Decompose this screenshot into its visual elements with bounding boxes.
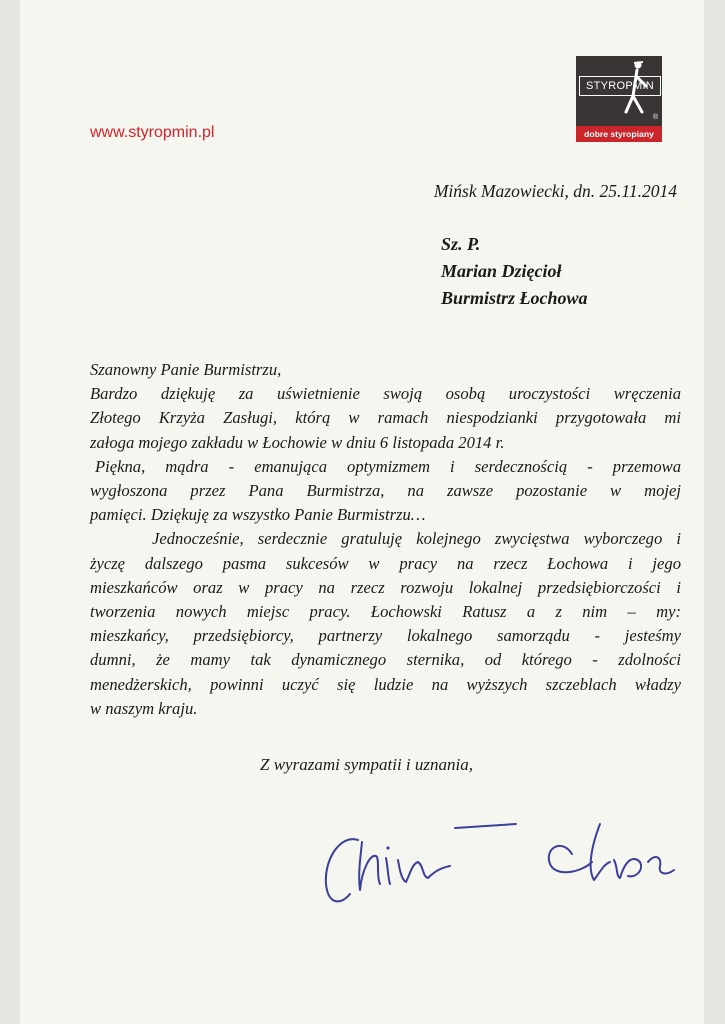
recipient-salutation: Sz. P. (441, 234, 481, 254)
body-line: mieszkańcy, przedsiębiorcy, partnerzy lokalnego samorządu - jesteśmy (90, 626, 681, 646)
body-line: tworzenia nowych miejsc pracy. Łochowski Ratusz a z nim – my: (90, 602, 681, 622)
company-logo (576, 56, 662, 142)
body-line: Piękna, mądra - emanująca optymizmem i serdecznością - przemowa (95, 456, 681, 476)
recipient-name: Marian Dzięcioł (441, 261, 562, 281)
recipient-title: Burmistrz Łochowa (441, 288, 588, 308)
website-url: www.styropmin.pl (90, 124, 215, 141)
registered-mark: ® (652, 114, 658, 121)
body-line: w naszym kraju. (90, 698, 198, 718)
letter-page (20, 0, 704, 1024)
body-line: Bardzo dziękuję za uświetnienie swoją osobą uroczystości wręczenia (90, 384, 681, 404)
body-line: dumni, że mamy tak dynamicznego sternika, od którego - zdolności (90, 650, 681, 670)
logo-brand: STYROPMIN (579, 76, 661, 96)
logo-tagline: dobre styropiany (576, 126, 662, 142)
letter-body (90, 358, 681, 721)
body-line: Złotego Krzyża Zasługi, którą w ramach niespodzianki przygotowała mi (90, 408, 681, 428)
date-line: Mińsk Mazowiecki, dn. 25.11.2014 (433, 181, 677, 201)
body-line: życzę dalszego pasma sukcesów w pracy na rzecz Łochowa i jego (90, 553, 681, 573)
body-line: menedżerskich, powinni uczyć się ludzie na wyższych szczeblach władzy (90, 674, 681, 694)
body-line: mieszkańców oraz w pracy na rzecz rozwoju lokalnej przedsiębiorczości i (90, 577, 681, 597)
body-line: wygłoszona przez Pana Burmistrza, na zawsze pozostanie w mojej (90, 481, 681, 501)
recipient-block (441, 231, 588, 312)
body-line: Jednocześnie, serdecznie gratuluję kolejnego zwycięstwa wyborczego i (152, 529, 681, 549)
handwritten-signature (310, 810, 680, 920)
body-line: pamięci. Dziękuję za wszystko Panie Burmistrzu… (90, 505, 426, 525)
greeting-line: Szanowny Panie Burmistrzu, (90, 360, 282, 379)
closing-line: Z wyrazami sympatii i uznania, (260, 755, 473, 774)
body-line: załoga mojego zakładu w Łochowie w dniu 6 listopada 2014 r. (90, 432, 505, 452)
